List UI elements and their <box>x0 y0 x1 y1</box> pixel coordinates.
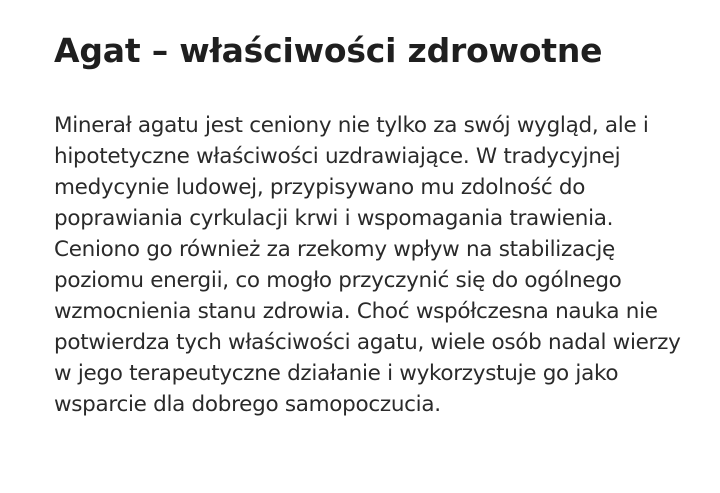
article-paragraph: Minerał agatu jest ceniony nie tylko za swój wygląd, ale i hipotetyczne właściwości uzdrawiające. W tradycyjnej medycynie ludowej, przypisywano mu zdolność do poprawiania cyrkulacji krwi i wspomagania trawienia. Ceniono go również za rzekomy wpływ na stabilizację poziomu energii, co mogło przyczynić się do ogólnego wzmocnienia stanu zdrowia. Choć współczesna nauka nie potwierdza tych właściwości agatu, wiele osób nadal wierzy w jego terapeutyczne działanie i wykorzystuje go jako wsparcie dla dobrego samopoczucia. <box>54 113 681 417</box>
article <box>54 28 704 420</box>
article-title: Agat – właściwości zdrowotne <box>54 31 603 70</box>
